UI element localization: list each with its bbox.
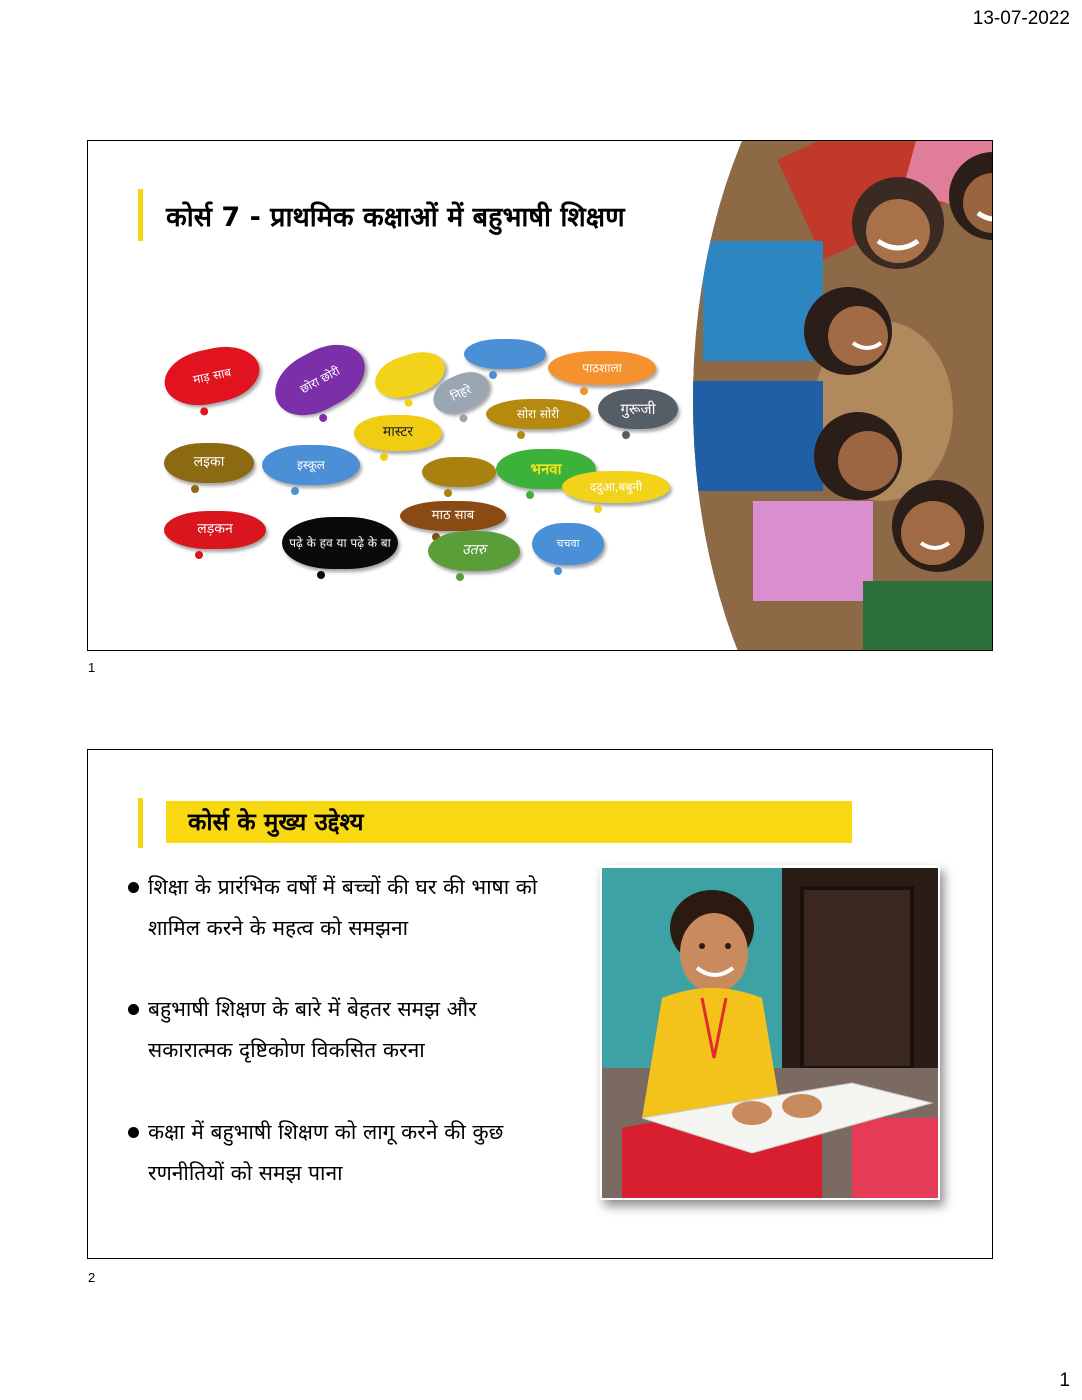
- slide-number: 1: [88, 660, 96, 675]
- objective-line: कक्षा में बहुभाषी शिक्षण को लागू करने की कुछ: [148, 1120, 504, 1144]
- speech-bubble: ददुआ,बबुनी: [562, 471, 670, 503]
- objective-line: रणनीतियों को समझ पाना: [148, 1161, 343, 1185]
- speech-bubble: सोरा सोरी: [486, 399, 590, 429]
- objective-line: शिक्षा के प्रारंभिक वर्षों में बच्चों की घर की भाषा को: [148, 875, 538, 899]
- bullet-icon: [128, 1004, 139, 1015]
- bullet-icon: [128, 882, 139, 893]
- objective-line: सकारात्मक दृष्टिकोण विकसित करना: [148, 1038, 425, 1062]
- speech-bubble: निहरे: [427, 365, 495, 421]
- girl-reading-photo-frame: [600, 865, 940, 1200]
- speech-bubble: लड़कन: [164, 511, 266, 549]
- objective-line: बहुभाषी शिक्षण के बारे में बेहतर समझ और: [148, 997, 477, 1021]
- speech-bubble: इस्कूल: [262, 445, 360, 485]
- slide-1-title: कोर्स 7 - प्राथमिक कक्षाओं में बहुभाषी शिक्षण: [166, 202, 625, 233]
- speech-bubble: मास्टर: [354, 415, 442, 451]
- objective-item: [128, 1112, 598, 1194]
- slide-1: [87, 140, 993, 651]
- page-number: 1: [1059, 1370, 1070, 1391]
- bullet-icon: [128, 1127, 139, 1138]
- language-word-cloud: [164, 339, 684, 575]
- speech-bubble: पढ़े के हव या पढ़े के बा: [282, 517, 398, 569]
- speech-bubble: गुरूजी: [598, 389, 678, 429]
- speech-bubble: पाठशाला: [548, 351, 656, 385]
- children-group-photo: [693, 140, 993, 651]
- speech-bubble: [422, 457, 496, 487]
- girl-reading-photo: [602, 868, 938, 1198]
- title-accent-bar: [138, 189, 143, 241]
- children-photo-illustration: [693, 140, 993, 651]
- speech-bubble: चचवा: [532, 523, 604, 565]
- print-date: 13-07-2022: [972, 8, 1070, 29]
- speech-bubble: लइका: [164, 443, 254, 483]
- speech-bubble: माड़ साब: [159, 340, 264, 413]
- objective-item: [128, 867, 598, 949]
- title-accent-bar: [138, 798, 143, 848]
- slide-number: 2: [88, 1270, 96, 1285]
- speech-bubble: छोरा छोरी: [264, 332, 376, 428]
- slide-2: [87, 749, 993, 1259]
- speech-bubble: भनवा: [496, 449, 596, 489]
- speech-bubble: उतरु: [428, 531, 520, 571]
- speech-bubble: माठ साब: [400, 501, 506, 531]
- objective-item: [128, 989, 598, 1071]
- slide-2-title: कोर्स के मुख्य उद्देश्य: [188, 808, 364, 836]
- girl-reading-illustration: [602, 868, 938, 1198]
- objective-line: शामिल करने के महत्व को समझना: [148, 916, 409, 940]
- speech-bubble: [464, 339, 546, 369]
